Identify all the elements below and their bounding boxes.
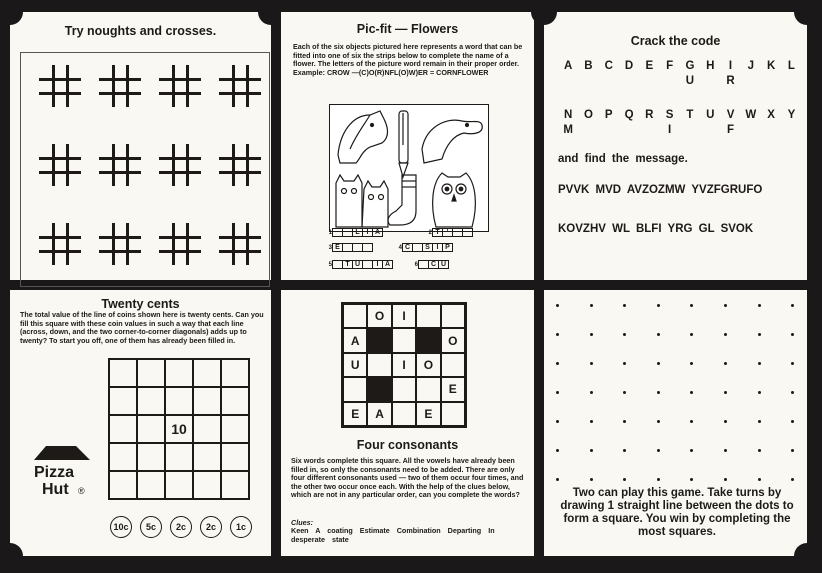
game-dot[interactable] [623,333,626,336]
strip-cell[interactable]: U [438,260,449,269]
coin: 1c [230,516,252,538]
strip-cell[interactable]: I [372,260,383,269]
tictactoe-board[interactable] [219,144,261,186]
code-letter [639,123,659,138]
clues-list: Keen A coating Estimate Combination Departing In desperate state [291,526,495,544]
alphabet-column [578,108,598,138]
word-grid-cell[interactable] [441,402,465,426]
camel-icon [422,120,482,163]
coin-grid-cell[interactable] [193,415,221,443]
coin-grid-cell[interactable] [221,359,249,387]
alphabet-column [599,59,619,89]
alphabet-column [741,108,761,138]
code-letter [639,74,659,89]
code-find-text: and find the message. [558,153,688,165]
alphabet-column [720,59,740,89]
game-dot[interactable] [690,333,693,336]
plain-letter: C [604,60,613,72]
alphabet-column [639,59,659,89]
tictactoe-panel [10,12,271,280]
code-letter: U [685,75,695,87]
plain-letter: T [686,109,694,121]
game-dot[interactable] [590,362,593,365]
game-dot[interactable] [758,449,761,452]
word-grid-cell[interactable] [392,328,416,352]
tictactoe-board-area [20,52,270,287]
game-dot[interactable] [556,391,559,394]
coin-grid-cell[interactable] [109,359,137,387]
coin-grid-cell[interactable] [193,471,221,499]
strip-cell[interactable]: L [352,228,363,237]
panel-corner [531,0,557,25]
coin-grid-cell[interactable] [165,387,193,415]
plain-letter: N [563,109,573,121]
game-dot[interactable] [657,362,660,365]
game-dot[interactable] [657,478,660,481]
coin-grid-cell[interactable] [165,471,193,499]
strip-number: 2 [428,229,432,236]
word-grid-cell[interactable]: E [343,402,367,426]
game-dot[interactable] [690,304,693,307]
code-letter [619,123,639,138]
plain-letter: M [806,60,817,72]
plain-letter: P [604,109,613,121]
consonants-panel [281,290,534,556]
plain-letter: H [706,60,715,72]
alphabet-column [761,59,781,89]
game-dot[interactable] [657,449,660,452]
game-dot[interactable] [590,333,593,336]
game-dot[interactable] [590,478,593,481]
word-grid-cell[interactable]: A [343,328,367,352]
game-dot[interactable] [758,362,761,365]
code-letter [700,123,720,138]
game-dot[interactable] [623,449,626,452]
game-dot[interactable] [791,478,794,481]
game-dot[interactable] [623,304,626,307]
coin-grid-cell[interactable] [221,471,249,499]
word-grid-cell[interactable]: E [416,402,440,426]
game-dot[interactable] [556,420,559,423]
game-dot[interactable] [590,304,593,307]
twenty-cents-panel [10,290,271,556]
strip-cell[interactable]: I [362,228,373,237]
panel-corner [794,543,820,569]
horse-icon [338,111,388,163]
coin: 2c [200,516,222,538]
alphabet-column [680,59,700,89]
picfit-strip [425,228,473,237]
game-dot[interactable] [690,420,693,423]
alphabet-column [802,108,822,138]
game-dot[interactable] [758,420,761,423]
alphabet-column [700,108,720,138]
strip-cell[interactable]: C [428,260,439,269]
strip-cell[interactable]: I [432,243,443,252]
coin-grid [108,358,250,500]
plain-letter: Q [624,109,634,121]
code-letter [781,74,801,89]
picfit-picture [329,104,489,232]
strip-number: 1 [328,229,332,236]
coin-grid-cell[interactable] [137,359,165,387]
code-letter [599,123,619,138]
coin: 2c [170,516,192,538]
alphabet-column [558,59,578,89]
alphabet-row-1 [558,59,822,89]
game-dot[interactable] [690,391,693,394]
plain-letter: V [726,109,735,121]
tictactoe-board[interactable] [219,65,261,107]
code-letter [680,123,700,138]
coin-grid-cell[interactable] [109,443,137,471]
strip-cell[interactable]: ' [442,228,453,237]
alphabet-row-2 [558,108,822,138]
pen-icon [399,111,408,177]
cipher-line-1: PVVK MVD AVZOZMW YVZFGRUFO [558,184,763,196]
game-dot[interactable] [724,449,727,452]
strip-number: 5 [328,261,332,268]
code-letter: R [726,75,735,87]
logo-mark: ® [78,486,85,496]
picfit-strip [325,228,383,237]
strip-cell[interactable]: E [332,243,343,252]
code-letter [802,123,822,138]
cipher-line-2: KOVZHV WL BLFI YRG GL SVOK [558,223,754,235]
game-dot[interactable] [590,449,593,452]
game-dot[interactable] [758,478,761,481]
tictactoe-board[interactable] [99,223,141,265]
alphabet-column [659,108,679,138]
strip-cell[interactable]: S [422,243,433,252]
word-grid-cell[interactable]: O [367,304,391,328]
strip-cell[interactable]: A [372,228,383,237]
strip-cell[interactable]: T [342,260,353,269]
strip-cell[interactable] [462,228,473,237]
plain-letter: Y [787,109,796,121]
plain-letter: S [665,109,674,121]
coin-grid-cell[interactable] [109,471,137,499]
word-grid-cell[interactable]: I [392,353,416,377]
word-grid-cell[interactable] [367,353,391,377]
code-letter: M [563,124,573,136]
cats-icon [336,175,388,227]
picfit-strip [325,243,373,252]
code-letter: N [807,75,816,87]
strip-cell[interactable]: C [402,243,413,252]
picfit-description [293,43,525,77]
picfit-strip [395,243,453,252]
alphabet-column [599,108,619,138]
picfit-description-text: Each of the six objects pictured here represents a word that can be fitted into one of six the strips below to complete the name of a flower. The letters of the picture word remain in their proper order. [293,42,523,69]
cents-description: The total value of the line of coins shown here is twenty cents. Can you fill this square with these coin values in such a way that each line (across, down, and the two corner-to-corner diagonals) adds up to twenty? To start you off, one of them has already been filled in. [20,310,264,345]
sock-icon [388,175,416,225]
game-dot[interactable] [791,362,794,365]
game-dot[interactable] [791,449,794,452]
word-grid-cell[interactable] [416,377,440,401]
strip-cell[interactable]: T [432,228,443,237]
code-letter [781,123,801,138]
alphabet-column [761,108,781,138]
plain-letter: F [666,60,674,72]
plain-letter: G [685,60,695,72]
game-dot[interactable] [556,333,559,336]
alphabet-column [619,108,639,138]
game-dot[interactable] [791,420,794,423]
word-grid-cell[interactable]: U [343,353,367,377]
strip-number: 3 [328,244,332,251]
game-dot[interactable] [791,304,794,307]
coin-grid-cell[interactable] [221,415,249,443]
code-letter [578,74,598,89]
game-dot[interactable] [556,304,559,307]
tictactoe-board[interactable] [99,144,141,186]
clues-title: Clues: [291,518,313,527]
coin: 5c [140,516,162,538]
game-dot[interactable] [657,333,660,336]
alphabet-column [558,108,578,138]
game-dot[interactable] [724,362,727,365]
strip-number: 4 [398,244,402,251]
code-panel [544,12,817,280]
coin-grid-cell[interactable] [137,443,165,471]
game-dot[interactable] [590,391,593,394]
code-letter [558,74,578,89]
game-dot[interactable] [724,333,727,336]
tictactoe-board[interactable] [39,65,81,107]
picfit-strip [325,260,393,269]
coin-grid-cell[interactable] [165,359,193,387]
word-grid-cell[interactable] [392,402,416,426]
coin-grid-cell[interactable] [109,387,137,415]
coin-grid-cell[interactable] [137,387,165,415]
tictactoe-board[interactable] [39,144,81,186]
alphabet-column [781,59,801,89]
plain-letter: U [706,109,715,121]
coin-grid-cell[interactable] [193,359,221,387]
word-grid-black-cell [367,328,391,352]
code-letter [761,123,781,138]
cents-title: Twenty cents [101,297,180,311]
game-dot[interactable] [758,304,761,307]
alphabet-column [680,108,700,138]
game-dot[interactable] [657,420,660,423]
consonants-description: Six words complete this square. All the vowels have already been filled in, so only the consonants need to be added. There are only four different consonants used — two of them occur four times, and the other two occur once each. With the help of the clues below, which are not in any particular order, can you complete the words? [291,456,524,500]
game-dot[interactable] [724,304,727,307]
panel-corner [0,0,23,25]
code-letter [741,74,761,89]
game-dot[interactable] [724,478,727,481]
word-grid-cell[interactable] [416,304,440,328]
consonants-title: Four consonants [356,438,459,452]
plain-letter: L [787,60,795,72]
alphabet-column [781,108,801,138]
game-dot[interactable] [657,304,660,307]
plain-letter: D [624,60,634,72]
coin-grid-cell[interactable]: 10 [165,415,193,443]
code-letter: I [668,124,672,136]
game-dot[interactable] [623,391,626,394]
word-grid-cell[interactable]: E [441,377,465,401]
word-grid-cell[interactable] [441,304,465,328]
plain-letter: Z [808,109,816,121]
plain-letter: A [563,60,573,72]
game-dot[interactable] [758,333,761,336]
word-grid-cell[interactable] [392,377,416,401]
code-title: Crack the code [630,34,721,48]
game-dot[interactable] [556,362,559,365]
alphabet-column [741,59,761,89]
coin-grid-cell[interactable] [221,387,249,415]
word-grid-cell[interactable]: O [441,328,465,352]
word-grid-cell[interactable] [343,304,367,328]
plain-letter: J [747,60,755,72]
plain-letter: E [645,60,654,72]
game-dot[interactable] [657,391,660,394]
tictactoe-board[interactable] [159,223,201,265]
game-dot[interactable] [724,391,727,394]
code-letter [659,74,679,89]
strip-cell[interactable] [362,243,373,252]
word-grid-cell[interactable]: I [392,304,416,328]
coin-grid-cell[interactable] [165,443,193,471]
alphabet-column [802,59,822,89]
tictactoe-board[interactable] [99,65,141,107]
alphabet-column [639,108,659,138]
code-letter [619,74,639,89]
plain-letter: W [745,109,757,121]
strip-cell[interactable]: P [442,243,453,252]
pizza-hut-logo [28,440,98,500]
picfit-panel [281,12,534,280]
game-dot[interactable] [690,449,693,452]
coin-grid-cell[interactable] [137,415,165,443]
tictactoe-title: Try noughts and crosses. [64,24,217,38]
word-grid-cell[interactable]: A [367,402,391,426]
tictactoe-board[interactable] [39,223,81,265]
strip-cell[interactable]: A [382,260,393,269]
picfit-title: Pic-fit — Flowers [356,22,459,36]
game-dot[interactable] [690,478,693,481]
word-grid [341,302,467,428]
game-dot[interactable] [791,333,794,336]
tictactoe-board[interactable] [159,65,201,107]
dots-panel [544,290,807,556]
word-grid-black-cell [416,328,440,352]
word-grid-cell[interactable] [343,377,367,401]
code-letter [700,74,720,89]
plain-letter: X [767,109,775,121]
coin-grid-cell[interactable] [221,443,249,471]
game-dot[interactable] [623,362,626,365]
strip-number: 6 [414,261,418,268]
plain-letter: K [766,60,776,72]
plain-letter: R [645,109,654,121]
plain-letter: B [584,60,593,72]
logo-text-1: Pizza [34,464,75,481]
owl-icon [433,173,476,227]
logo-text-2: Hut [42,481,69,498]
alphabet-column [578,59,598,89]
tictactoe-board[interactable] [159,144,201,186]
word-grid-black-cell [367,377,391,401]
coin-grid-cell[interactable] [193,443,221,471]
game-dot[interactable] [724,420,727,423]
game-dot[interactable] [590,420,593,423]
alphabet-column [659,59,679,89]
alphabet-column [619,59,639,89]
game-dot[interactable] [623,478,626,481]
game-dot[interactable] [556,449,559,452]
code-letter [599,74,619,89]
coin: 10c [110,516,132,538]
code-letter: F [727,124,735,136]
game-dot[interactable] [690,362,693,365]
alphabet-column [720,108,740,138]
coin-grid-cell[interactable] [193,387,221,415]
game-dot[interactable] [556,478,559,481]
coin-grid-cell[interactable] [109,415,137,443]
dots-rules: Two can play this game. Take turns by drawing 1 straight line between the dots to form a square. You win by completing the most squares. [560,487,794,538]
code-letter [741,123,761,138]
code-letter [761,74,781,89]
alphabet-column [700,59,720,89]
strip-cell[interactable]: U [352,260,363,269]
game-dot[interactable] [791,391,794,394]
word-grid-cell[interactable] [441,353,465,377]
coin-grid-cell[interactable] [137,471,165,499]
word-grid-cell[interactable]: O [416,353,440,377]
code-letter [578,123,598,138]
game-dot[interactable] [623,420,626,423]
plain-letter: I [728,60,733,72]
picfit-strip [411,260,449,269]
panel-corner [0,543,23,569]
game-dot[interactable] [758,391,761,394]
picfit-example: Example: CROW —(C)O(R)NFL(O)W)ER = CORNFLOWER [293,67,489,77]
plain-letter: O [583,109,593,121]
tictactoe-board[interactable] [219,223,261,265]
panel-corner [794,0,820,25]
